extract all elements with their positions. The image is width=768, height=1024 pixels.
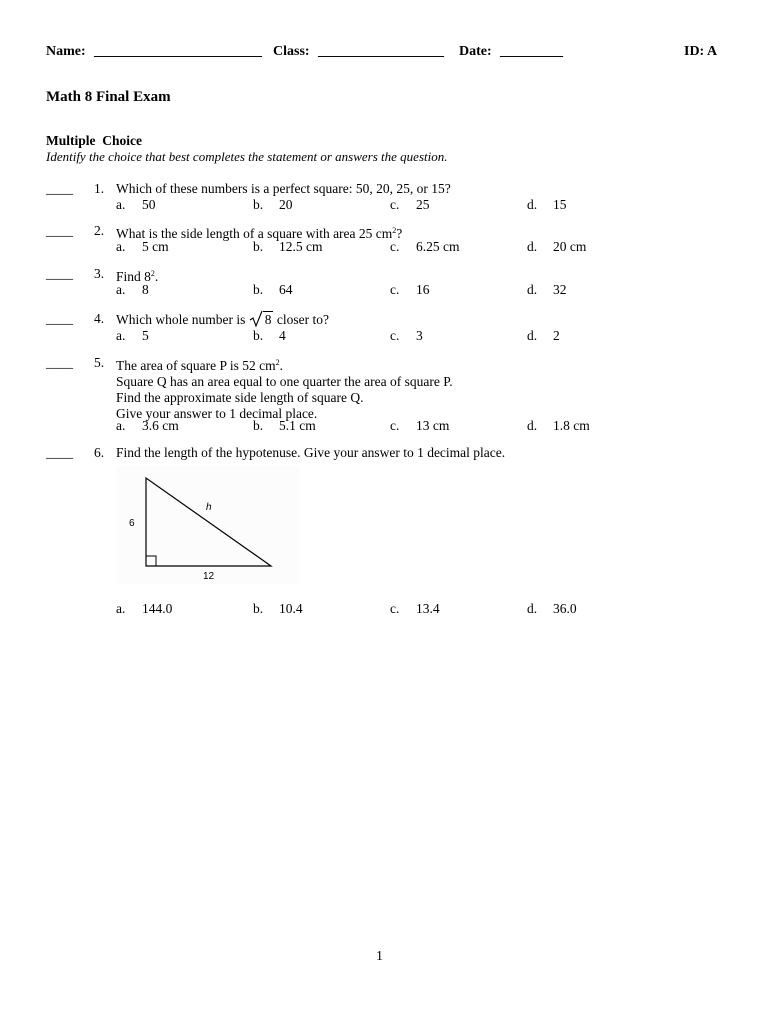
choice-a: a. 3.6 cm [116,418,179,433]
choice-d: d. 15 [527,197,567,212]
hypotenuse-label: h [206,502,212,513]
choice-b: b. 5.1 cm [253,418,316,433]
answer-blank: ____ [46,445,73,460]
choice-c: c. 13 cm [390,418,450,433]
vertical-side-label: 6 [129,518,135,529]
choice-a: a. 5 cm [116,239,169,254]
choice-b: b. 4 [253,328,286,343]
choice-d: d. 2 [527,328,560,343]
choice-c: c. 13.4 [390,601,440,616]
question-text: Find the length of the hypotenuse. Give your answer to 1 decimal place. [116,445,506,460]
name-blank: ________________________ [94,44,262,59]
question-number: 4. [94,311,105,326]
choice-b: b. 12.5 cm [253,239,323,254]
horizontal-side-label: 12 [203,571,215,582]
choice-c: c. 6.25 cm [390,239,460,254]
choice-b: b. 10.4 [253,601,303,616]
date-blank: _________ [500,44,563,59]
choice-c: c. 25 [390,197,430,212]
choice-a: a. 144.0 [116,601,173,616]
answer-blank: ____ [46,355,73,370]
date-label: Date: [459,44,492,59]
choice-d: d. 36.0 [527,601,577,616]
id-label: ID: A [684,44,718,59]
question-number: 2. [94,223,105,238]
choice-b: b. 64 [253,282,293,297]
right-angle-marker [146,556,156,566]
question-text: Which whole number is 8 closer to? [116,312,329,327]
question-number: 5. [94,355,105,370]
choice-d: d. 32 [527,282,567,297]
radicand: 8 [264,312,272,327]
question-text: What is the side length of a square with area 25 $cm^2$? [116,226,403,241]
right-triangle-diagram [116,466,300,584]
choice-c: c. 3 [390,328,423,343]
choice-b: b. 20 [253,197,293,212]
section-title: Multiple Choice [46,133,142,148]
question-number: 1. [94,181,105,196]
choice-a: a. 5 [116,328,149,343]
choice-a: a. 8 [116,282,149,297]
question-number: 3. [94,266,105,281]
choice-d: d. 1.8 cm [527,418,590,433]
name-label: Name: [46,44,86,59]
class-label: Class: [273,44,310,59]
choice-c: c. 16 [390,282,430,297]
triangle-shape [146,478,271,566]
question-number: 6. [94,445,105,460]
question-text: Find $8^2$. [116,269,159,284]
exam-title: Math 8 Final Exam [46,89,171,105]
answer-blank: ____ [46,181,73,196]
section-instruction: Identify the choice that best completes the statement or answers the question. [46,149,448,164]
answer-blank: ____ [46,223,73,238]
choice-d: d. 20 cm [527,239,587,254]
question-text: Which of these numbers is a perfect square: 50, 20, 25, or 15? [116,181,451,196]
choice-a: a. 50 [116,197,156,212]
class-blank: __________________ [318,44,444,59]
answer-blank: ____ [46,311,73,326]
question-text: The area of square P is 52 $cm^2$. Square Q has an area equal to one quarter the area of square P. Find the approximate side length of square Q. Give your answer to 1 decimal place. [116,358,453,421]
answer-blank: ____ [46,266,73,281]
square-root-symbol [249,311,274,328]
page-number: 1 [376,949,383,964]
